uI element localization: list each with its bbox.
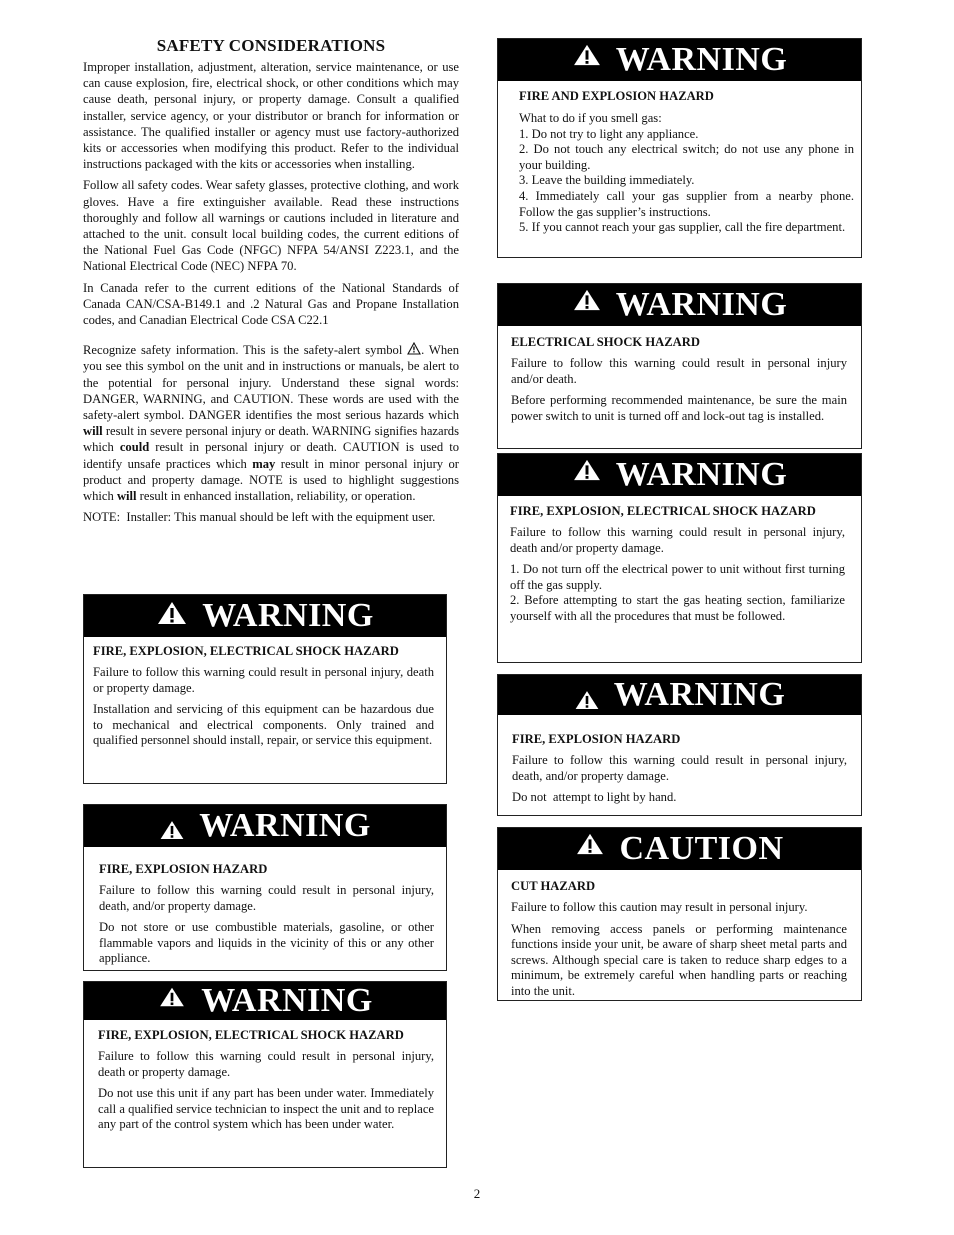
hazard-title: FIRE, EXPLOSION, ELECTRICAL SHOCK HAZARD	[510, 504, 816, 518]
hazard-title: FIRE, EXPLOSION, ELECTRICAL SHOCK HAZARD	[93, 644, 399, 658]
warning-box-left-3	[83, 981, 447, 1168]
warning-banner	[498, 39, 861, 81]
warning-triangle-icon	[572, 40, 602, 74]
safety-paragraph-2: Follow all safety codes. Wear safety glasses, protective clothing, and work gloves. Have a fire extinguisher available. Read these instructions thoroughly and follow all warnings or cautions included in literature and attached to the unit. consult local building codes, the current editions of the National Fuel Gas Code (NFGC) NFPA 54/ANSI Z223.1, and the National Electrical Code (NEC) NFPA 70.	[83, 178, 459, 274]
safety-alert-icon	[407, 342, 421, 355]
safety-considerations-section	[83, 36, 459, 530]
box-paragraph-2: Do not use this unit if any part has been under water. Immediately call a qualified service technician to inspect the unit and to replace any part of the control system which has been under water.	[98, 1086, 434, 1132]
warning-banner	[498, 284, 861, 326]
p4-text-f: result in enhanced installation, reliability, or operation.	[136, 489, 416, 504]
warning-triangle-icon	[156, 599, 188, 633]
banner-label: WARNING	[199, 807, 371, 844]
banner-label: WARNING	[201, 982, 373, 1019]
section-title: SAFETY CONSIDERATIONS	[156, 36, 386, 55]
warning-banner	[498, 675, 861, 715]
p4-will: will	[83, 424, 103, 439]
box-paragraph-1: Failure to follow this warning could result in personal injury, death or property damage.	[98, 1049, 434, 1079]
banner-label: WARNING	[615, 41, 788, 78]
box-paragraph-2: 1. Do not turn off the electrical power to unit without first turning off the gas supply.	[510, 562, 845, 592]
p4-text-a: Recognize safety information. This is the safety-alert symbol	[83, 343, 408, 358]
svg-text:!: !	[412, 345, 416, 355]
warning-box-right-2	[497, 283, 862, 449]
p4-text-d: result in personal injury or death. CAUTION is used to identify unsafe practices which	[83, 440, 459, 471]
hazard-title: ELECTRICAL SHOCK HAZARD	[511, 335, 700, 349]
warning-triangle-icon	[574, 684, 600, 718]
warning-triangle-icon	[157, 981, 187, 1015]
box-paragraph-1: Failure to follow this warning could result in personal injury, death, and/or property damage.	[512, 753, 847, 783]
warning-banner	[84, 805, 446, 847]
box-paragraph-3: 2. Before attempting to start the gas heating section, familiarize yourself with all the procedures that must be followed.	[510, 593, 845, 623]
banner-label: WARNING	[615, 456, 788, 493]
banner-label: WARNING	[615, 286, 788, 323]
gas-step-5: 5. If you cannot reach your gas supplier, call the fire department.	[519, 220, 846, 235]
hazard-title: FIRE, EXPLOSION HAZARD	[99, 862, 268, 876]
banner-label: CAUTION	[619, 830, 784, 867]
warning-banner	[84, 982, 446, 1020]
warning-triangle-icon	[159, 814, 185, 848]
p4-text-c: result in severe personal injury or death. WARNING signifies hazards which	[83, 424, 459, 455]
warning-box-right-1	[497, 38, 862, 258]
warning-box-left-2	[83, 804, 447, 971]
p4-may: may	[252, 456, 276, 471]
gas-step-3: 3. Leave the building immediately.	[519, 173, 695, 188]
box-paragraph-1: Failure to follow this warning could result in personal injury and/or death.	[511, 356, 847, 386]
banner-label: WARNING	[202, 597, 374, 634]
safety-paragraph-4	[83, 342, 459, 504]
p4-could: could	[119, 440, 150, 455]
box-paragraph-1: Failure to follow this caution may result in personal injury.	[511, 900, 808, 914]
box-paragraph-2: Do not store or use combustible materials, gasoline, or other flammable vapors and liquids in the vicinity of this or any other appliance.	[99, 920, 434, 966]
hazard-title: CUT HAZARD	[511, 879, 596, 893]
box-paragraph-2: Do not attempt to light by hand.	[512, 790, 677, 805]
caution-banner	[498, 828, 861, 870]
gas-step-4: 4. Immediately call your gas supplier from a nearby phone. Follow the gas supplier’s instructions.	[519, 188, 854, 219]
installer-note	[83, 509, 459, 525]
page-number: 2	[473, 1186, 481, 1201]
p4-text-e: result in minor personal injury or product and property damage. NOTE is used to highlight suggestions which	[83, 456, 459, 504]
box-paragraph-1: Failure to follow this warning could result in personal injury, death, and/or property damage.	[99, 883, 434, 913]
box-paragraph-1: Failure to follow this warning could result in personal injury, death and/or property damage.	[510, 525, 845, 555]
warning-banner	[84, 595, 446, 637]
note-text: Installer: This manual should be left with the equipment user.	[120, 510, 436, 525]
gas-step-1: 1. Do not try to light any appliance.	[519, 126, 699, 141]
safety-paragraph-1: Improper installation, adjustment, alteration, service maintenance, or use can cause explosion, fire, electrical shock, or other conditions which may cause death, personal injury, or property damage. Consult a qualified installer, service agency, or your distributor or branch for information or assistance. The qualified installer or agency must use factory-authorized kits or accessories when modifying this product. Refer to the individual instructions packaged with the kits or accessories when installing.	[83, 60, 459, 172]
banner-label: WARNING	[613, 676, 786, 713]
gas-step-2: 2. Do not touch any electrical switch; do not use any phone in your building.	[519, 142, 854, 172]
p4-text-b: . When you see this symbol on the unit and in instructions or manuals, be alert to the potential for personal injury. Understand these signal words: DANGER, WARNING, and CAUTION. These words are used with the safety-alert symbol. DANGER identifies the most serious hazards which	[83, 343, 459, 423]
warning-box-left-1	[83, 594, 447, 784]
hazard-title: FIRE, EXPLOSION HAZARD	[512, 732, 681, 746]
hazard-title: FIRE, EXPLOSION, ELECTRICAL SHOCK HAZARD	[98, 1028, 404, 1042]
p4-will-2: will	[116, 489, 137, 504]
box-paragraph-1: Failure to follow this warning could result in personal injury, death or property damage.	[93, 665, 434, 695]
warning-box-right-4	[497, 674, 862, 816]
box-paragraph-2: Before performing recommended maintenance, be sure the main power switch to unit is turned off and lock-out tag is installed.	[511, 393, 847, 423]
warning-triangle-icon	[572, 285, 602, 319]
safety-paragraph-3: In Canada refer to the current editions of the National Standards of Canada CAN/CSA-B149.1 and .2 Natural Gas and Propane Installation codes, and Canadian Electrical Code CSA C22.1	[83, 280, 459, 328]
caution-box-right-5	[497, 827, 862, 1001]
warning-triangle-icon	[575, 829, 605, 863]
box-paragraph-2: Installation and servicing of this equipment can be hazardous due to mechanical and electrical components. Only trained and qualified personnel should install, repair, or service this equipment.	[93, 702, 434, 748]
warning-triangle-icon	[572, 455, 602, 489]
warning-box-right-3	[497, 453, 862, 663]
gas-smell-intro: What to do if you smell gas:	[519, 111, 662, 125]
warning-banner	[498, 454, 861, 496]
hazard-title: FIRE AND EXPLOSION HAZARD	[519, 89, 714, 103]
note-label: NOTE:	[83, 510, 121, 525]
box-paragraph-2: When removing access panels or performing maintenance functions inside your unit, be aware of sharp sheet metal parts and screws. Although special care is taken to reduce sharp edges to a minimum, be extremely careful when handling parts or reaching into the unit.	[511, 921, 847, 998]
